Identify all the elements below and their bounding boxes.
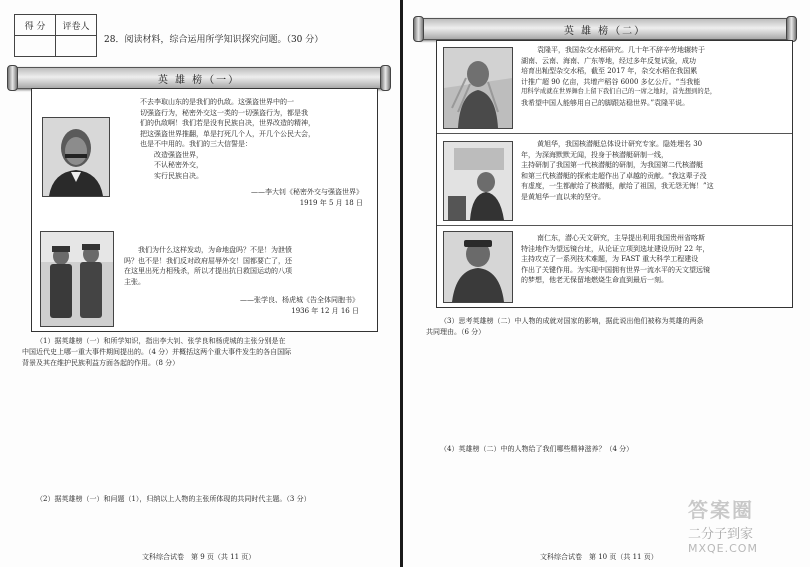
text-line: 主张。 (124, 277, 145, 286)
text-line: 我们为什么这样发动，为命地盘吗？不是！为泄愤 (138, 246, 292, 254)
footer-right: 文科综合试卷 第 10 页（共 11 页） (540, 553, 658, 561)
text-line: 用科学成就在世界舞台上留下我们自己的一席之地时，首先想到的是， (521, 88, 717, 95)
watermark-subtitle: 二分子到家 (688, 527, 754, 542)
text-line: 特洼地作为望远镜台址，从论证立项到选址建设历时 22 年， (521, 244, 710, 253)
score-cell (15, 36, 56, 57)
question-1 (22, 336, 292, 369)
grader-label: 评卷人 (56, 15, 97, 36)
divider (437, 225, 792, 226)
nan-rendong-photo (443, 231, 513, 303)
text-line: 黄旭华，我国核潜艇总体设计研究专家。隐姓埋名 30 (537, 140, 703, 148)
text-line: 也是不中用的。我们的三大信誓是： (140, 140, 252, 148)
heroes1-box (31, 88, 378, 332)
text-line: 把这强盗世界推翻，单是打死几个人，开几个公民大会， (140, 129, 315, 138)
text-line: 吗？也不是！我们反对政府屈辱外交！国都要亡了，还 (124, 256, 292, 265)
heroes2-item3-text (521, 233, 710, 286)
question-stem: 28．阅读材料，综合运用所学知识探究问题。（30 分） (104, 35, 324, 45)
li-dazhao-portrait (42, 117, 110, 197)
page-divider (400, 0, 403, 567)
scroll-roll-right (786, 16, 797, 42)
footer-left: 文科综合试卷 第 9 页（共 11 页） (142, 553, 256, 561)
heroes1-item2-text (124, 245, 292, 287)
heroes1-banner (12, 67, 386, 89)
heroes2-item2-text (521, 139, 714, 202)
heroes2-banner (418, 18, 792, 40)
grader-cell (56, 36, 97, 57)
text-line: 们的仇敌啊！我们若是没有民族自决，世界改造的精神， (140, 119, 315, 127)
source-citation: ——李大钊《秘密外交与强盗世界》 (251, 188, 363, 196)
text-line: 袁隆平，我国杂交水稻研究。几十年不辞辛劳地辗转于 (537, 46, 705, 54)
heroes2-item1-text (521, 45, 717, 108)
text-line: 我希望中国人能够用自己的脚跟站稳世界。”袁隆平说。 (521, 98, 690, 107)
text-line: 不去李取山东的是我们的仇敌。这强盗世界中的一 (140, 98, 294, 106)
score-label: 得 分 (15, 15, 56, 36)
heroes1-item2-source (240, 295, 359, 317)
text-line: 中国近代史上哪一重大事件期间提出的。（4 分）并概括这两个重大事件发生的各自国际 (22, 348, 292, 356)
text-line: 主持攻克了一系列技术难题，为 FAST 重大科学工程建设 (521, 255, 699, 263)
text-line: （3）思考英雄榜（二）中人物的成就对国家的影响，据此说出他们被称为英雄的两条 (440, 317, 704, 325)
heroes2-box (436, 40, 793, 308)
heroes1-item1-source (251, 187, 363, 209)
zhang-yang-photo (40, 231, 114, 327)
text-line: 和第三代核潜艇的探索走超作出了卓越的贡献。“我这辈子没 (521, 171, 707, 180)
text-line: 南仁东，潜心天文研究，主导提出利用我国贵州省喀斯 (537, 234, 705, 242)
text-line: 培育出籼型杂交水稻，截至 2017 年，杂交水稻在我国累 (521, 67, 698, 75)
divider (437, 133, 792, 134)
heroes1-title: 英 雄 榜（一） (157, 75, 241, 86)
text-line: 是黄旭华一直以来的坚守。 (521, 192, 605, 201)
text-line: 主持研制了我国第一代核潜艇的研制，为我国第二代核潜艇 (521, 161, 703, 169)
heroes2-title: 英 雄 榜（二） (563, 26, 647, 37)
text-line: （1）据英雄榜（一）和所学知识，指出李大钊、张学良和杨虎城的主张分别是在 (36, 337, 286, 345)
question-3 (426, 316, 704, 338)
question-4: （4）英雄榜（二）中的人物给了我们哪些精神滋养？（4 分） (440, 445, 634, 453)
watermark-title: 答案圈 (688, 498, 754, 522)
huang-xuhua-photo (443, 141, 513, 221)
text-line: 年，为深海默默无闻，投身于核潜艇研制一线， (521, 150, 668, 159)
source-date: 1936 年 12 月 16 日 (291, 307, 359, 315)
text-line: 作出了关键作用。为实现中国拥有世界一流水平的天文望远镜 (521, 265, 710, 274)
text-line: 实行民族自决。 (154, 171, 203, 180)
text-line: 湖南、云南、海南、广东等地，经过多年反复试验，成功 (521, 56, 696, 65)
watermark-url: MXQE.COM (688, 542, 758, 555)
text-line: 改造强盗世界， (154, 150, 203, 159)
question-2: （2）据英雄榜（一）和问题（1），归纳以上人物的主张所体现的共同时代主题。（3 分） (36, 495, 311, 503)
text-line: 共同理由。（6 分） (426, 328, 486, 336)
source-date: 1919 年 5 月 18 日 (299, 199, 363, 207)
text-line: 在这里出死力相残杀，所以才提出抗日救国运动的八项 (124, 267, 292, 275)
text-line: 切强盗行为，秘密外交这一类的一切强盗行为，都是我 (140, 108, 308, 117)
source-citation: ——张学良、杨虎城《告全体同胞书》 (240, 296, 359, 304)
scroll-roll-right (380, 65, 391, 91)
text-line: 计推广超 90 亿亩，共增产稻谷 6000 多亿公斤。“当我能 (521, 77, 701, 86)
text-line: 背景及其在维护民族利益方面各起的作用。（8 分） (22, 359, 180, 367)
text-line: 不认秘密外交， (154, 161, 203, 169)
watermark-logo (688, 494, 798, 560)
text-line: 的梦想，他老无保留地燃烧生命直到最后一刻。 (521, 276, 668, 284)
score-table (14, 14, 97, 57)
heroes1-item1-text (140, 97, 315, 181)
text-line: 有虚度，一生都献给了核潜艇，献给了祖国，我无怨无悔！”这 (521, 182, 714, 190)
yuan-longping-photo (443, 47, 513, 129)
